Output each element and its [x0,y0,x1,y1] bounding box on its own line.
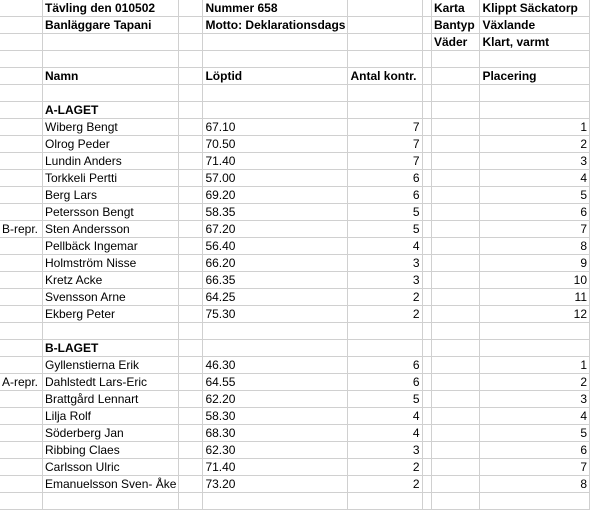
cell[interactable]: Berg Lars [43,187,179,204]
cell[interactable] [422,340,431,357]
cell[interactable] [179,493,203,510]
cell[interactable]: Tävling den 010502 [43,0,179,17]
cell[interactable] [348,102,422,119]
cell[interactable] [422,68,431,85]
cell[interactable]: Antal kontr. [348,68,422,85]
cell[interactable]: Placering [480,68,590,85]
cell[interactable] [179,323,203,340]
cell[interactable] [348,51,422,68]
cell[interactable]: Bantyp [432,17,480,34]
cell[interactable] [43,323,179,340]
cell[interactable] [432,170,480,187]
cell[interactable]: Holmström Nisse [43,255,179,272]
cell[interactable]: 7 [348,119,422,136]
cell[interactable] [422,17,431,34]
cell[interactable]: 70.50 [203,136,348,153]
cell[interactable]: Torkkeli Pertti [43,170,179,187]
cell[interactable] [179,170,203,187]
table-row [0,238,590,255]
cell[interactable]: A-LAGET [43,102,179,119]
cell[interactable] [348,323,422,340]
cell[interactable] [179,357,203,374]
cell[interactable]: 9 [480,255,590,272]
cell[interactable]: 5 [348,204,422,221]
cell[interactable] [0,442,43,459]
cell[interactable]: B-LAGET [43,340,179,357]
cell[interactable] [0,187,43,204]
cell[interactable] [179,34,203,51]
cell[interactable]: Emanuelsson Sven- Åke [43,476,179,493]
cell[interactable] [422,187,431,204]
cell[interactable]: Namn [43,68,179,85]
cell[interactable]: 5 [480,425,590,442]
cell[interactable] [432,221,480,238]
cell[interactable]: 6 [480,204,590,221]
cell[interactable] [179,119,203,136]
cell[interactable] [0,493,43,510]
cell[interactable] [0,459,43,476]
cell[interactable] [422,136,431,153]
cell[interactable] [203,102,348,119]
cell[interactable]: 6 [348,170,422,187]
cell[interactable]: 8 [480,238,590,255]
header-row [0,17,590,34]
cell[interactable]: 6 [348,374,422,391]
cell[interactable]: 66.35 [203,272,348,289]
cell[interactable] [432,187,480,204]
cell[interactable] [179,136,203,153]
cell[interactable] [480,340,590,357]
cell[interactable]: 64.25 [203,289,348,306]
cell[interactable]: Kretz Acke [43,272,179,289]
cell[interactable] [432,340,480,357]
cell[interactable] [422,238,431,255]
cell[interactable] [0,204,43,221]
cell[interactable] [422,221,431,238]
cell[interactable] [203,34,348,51]
cell[interactable]: 58.30 [203,408,348,425]
cell[interactable] [422,85,431,102]
cell[interactable] [0,170,43,187]
cell[interactable] [432,476,480,493]
cell[interactable]: 3 [348,255,422,272]
cell[interactable] [179,221,203,238]
cell[interactable] [203,85,348,102]
cell[interactable]: 71.40 [203,153,348,170]
cell[interactable] [0,85,43,102]
cell[interactable]: Klart, varmt [480,34,590,51]
cell[interactable]: 7 [480,459,590,476]
cell[interactable] [179,425,203,442]
cell[interactable]: 67.10 [203,119,348,136]
cell[interactable]: 67.20 [203,221,348,238]
cell[interactable] [422,102,431,119]
cell[interactable] [179,238,203,255]
cell[interactable]: 1 [480,119,590,136]
cell[interactable] [348,340,422,357]
table-row [0,187,590,204]
table-row [0,442,590,459]
cell[interactable] [179,102,203,119]
cell[interactable] [179,476,203,493]
cell[interactable]: Ribbing Claes [43,442,179,459]
empty-row [0,323,590,340]
cell[interactable]: 69.20 [203,187,348,204]
cell[interactable] [432,442,480,459]
cell[interactable] [422,51,431,68]
cell[interactable] [480,323,590,340]
table-row [0,374,590,391]
cell[interactable] [179,153,203,170]
cell[interactable]: Wiberg Bengt [43,119,179,136]
cell[interactable] [432,102,480,119]
cell[interactable]: 66.20 [203,255,348,272]
cell[interactable] [0,0,43,17]
cell[interactable]: 5 [348,391,422,408]
cell[interactable] [422,255,431,272]
cell[interactable] [480,85,590,102]
cell[interactable] [348,85,422,102]
table-row [0,408,590,425]
cell[interactable] [0,289,43,306]
cell[interactable] [0,255,43,272]
cell[interactable]: 57.00 [203,170,348,187]
cell[interactable] [179,340,203,357]
cell[interactable] [0,408,43,425]
cell[interactable]: B-repr. [0,221,43,238]
cell[interactable]: 58.35 [203,204,348,221]
cell[interactable]: 6 [348,357,422,374]
cell[interactable]: 46.30 [203,357,348,374]
cell[interactable] [432,153,480,170]
table-row [0,255,590,272]
cell[interactable] [480,51,590,68]
cell[interactable] [203,340,348,357]
cell[interactable]: 62.20 [203,391,348,408]
table-row [0,425,590,442]
cell[interactable] [179,68,203,85]
cell[interactable]: 4 [348,238,422,255]
cell[interactable]: 3 [480,391,590,408]
cell[interactable]: Klippt Säckatorp [480,0,590,17]
table-row [0,289,590,306]
table-row [0,272,590,289]
cell[interactable]: 5 [480,187,590,204]
cell[interactable] [422,34,431,51]
cell[interactable] [422,476,431,493]
cell[interactable]: 7 [348,153,422,170]
cell[interactable] [432,51,480,68]
cell[interactable] [422,323,431,340]
cell[interactable]: 7 [348,136,422,153]
cell[interactable]: 5 [348,221,422,238]
cell[interactable] [422,119,431,136]
cell[interactable]: Karta [432,0,480,17]
section-title-row [0,102,590,119]
cell[interactable]: 3 [480,153,590,170]
table-row [0,170,590,187]
cell[interactable] [179,272,203,289]
cell[interactable]: 68.30 [203,425,348,442]
cell[interactable] [0,119,43,136]
cell[interactable] [432,425,480,442]
cell[interactable] [179,408,203,425]
cell[interactable] [432,238,480,255]
cell[interactable] [179,85,203,102]
cell[interactable] [0,323,43,340]
table-row [0,136,590,153]
cell[interactable]: 2 [480,374,590,391]
section-title-row [0,340,590,357]
cell[interactable] [432,306,480,323]
cell[interactable] [432,204,480,221]
cell[interactable]: 4 [348,408,422,425]
table-row [0,221,590,238]
cell[interactable] [348,493,422,510]
cell[interactable]: 62.30 [203,442,348,459]
cell[interactable] [432,119,480,136]
cell[interactable]: Carlsson Ulric [43,459,179,476]
cell[interactable]: Söderberg Jan [43,425,179,442]
cell[interactable]: Sten Andersson [43,221,179,238]
cell[interactable] [480,102,590,119]
cell[interactable]: 75.30 [203,306,348,323]
column-header-row [0,68,590,85]
cell[interactable] [179,204,203,221]
cell[interactable]: Lilja Rolf [43,408,179,425]
cell[interactable] [179,391,203,408]
cell[interactable] [179,187,203,204]
table-row [0,119,590,136]
cell[interactable] [422,374,431,391]
cell[interactable] [203,51,348,68]
cell[interactable] [422,391,431,408]
cell[interactable]: 2 [348,476,422,493]
cell[interactable] [432,357,480,374]
cell[interactable]: Löptid [203,68,348,85]
cell[interactable] [0,17,43,34]
cell[interactable] [0,68,43,85]
empty-row [0,493,590,510]
empty-row [0,85,590,102]
cell[interactable] [432,408,480,425]
cell[interactable] [422,272,431,289]
cell[interactable]: Banläggare Tapani [43,17,179,34]
cell[interactable] [422,408,431,425]
cell[interactable] [432,272,480,289]
cell[interactable]: 1 [480,357,590,374]
cell[interactable]: 7 [480,221,590,238]
cell[interactable] [43,51,179,68]
cell[interactable]: 3 [348,442,422,459]
cell[interactable] [348,34,422,51]
cell[interactable]: 4 [480,408,590,425]
cell[interactable] [422,357,431,374]
header-row [0,0,590,17]
cell[interactable] [422,289,431,306]
cell[interactable]: Svensson Arne [43,289,179,306]
cell[interactable]: Nummer 658 [203,0,348,17]
cell[interactable] [179,442,203,459]
cell[interactable] [432,374,480,391]
cell[interactable] [0,357,43,374]
cell[interactable] [0,425,43,442]
cell[interactable]: Väder [432,34,480,51]
cell[interactable] [0,51,43,68]
table-row [0,204,590,221]
cell[interactable] [0,136,43,153]
cell[interactable]: A-repr. [0,374,43,391]
cell[interactable]: Gyllenstierna Erik [43,357,179,374]
cell[interactable] [432,493,480,510]
cell[interactable] [432,255,480,272]
cell[interactable] [179,306,203,323]
cell[interactable]: 56.40 [203,238,348,255]
cell[interactable] [348,17,422,34]
table-row [0,153,590,170]
table-row [0,391,590,408]
table-row [0,306,590,323]
header-row [0,34,590,51]
cell[interactable] [432,323,480,340]
cell[interactable]: Brattgård Lennart [43,391,179,408]
cell[interactable] [422,170,431,187]
cell[interactable] [179,0,203,17]
cell[interactable]: 2 [480,136,590,153]
cell[interactable]: 6 [480,442,590,459]
cell[interactable]: 64.55 [203,374,348,391]
cell[interactable] [0,340,43,357]
cell[interactable] [43,493,179,510]
cell[interactable] [179,374,203,391]
cell[interactable] [0,306,43,323]
cell[interactable]: 73.20 [203,476,348,493]
cell[interactable] [480,493,590,510]
cell[interactable]: 8 [480,476,590,493]
cell[interactable]: 10 [480,272,590,289]
cell[interactable] [0,102,43,119]
cell[interactable]: 2 [348,289,422,306]
table-row [0,357,590,374]
cell[interactable]: 2 [348,459,422,476]
cell[interactable]: 71.40 [203,459,348,476]
cell[interactable] [422,153,431,170]
cell[interactable] [179,17,203,34]
cell[interactable] [432,289,480,306]
cell[interactable] [0,391,43,408]
cell[interactable] [0,34,43,51]
cell[interactable] [179,289,203,306]
cell[interactable]: 6 [348,187,422,204]
cell[interactable] [422,459,431,476]
cell[interactable] [432,391,480,408]
cell[interactable] [422,306,431,323]
cell[interactable] [203,323,348,340]
cell[interactable]: 12 [480,306,590,323]
cell[interactable] [432,459,480,476]
cell[interactable] [179,51,203,68]
cell[interactable] [179,255,203,272]
cell[interactable]: 2 [348,306,422,323]
cell[interactable]: 3 [348,272,422,289]
table-row [0,476,590,493]
cell[interactable] [432,68,480,85]
cell[interactable] [43,34,179,51]
cell[interactable] [422,493,431,510]
empty-row [0,51,590,68]
cell[interactable]: 4 [348,425,422,442]
cell[interactable] [0,476,43,493]
cell[interactable]: 4 [480,170,590,187]
cell[interactable]: Ekberg Peter [43,306,179,323]
cell[interactable] [0,153,43,170]
cell[interactable]: Olrog Peder [43,136,179,153]
cell[interactable]: 11 [480,289,590,306]
cell[interactable]: Dahlstedt Lars-Eric [43,374,179,391]
cell[interactable] [179,459,203,476]
cell[interactable] [422,425,431,442]
cell[interactable]: Petersson Bengt [43,204,179,221]
table-row [0,459,590,476]
cell[interactable] [0,238,43,255]
cell[interactable] [348,0,422,17]
cell[interactable] [203,493,348,510]
cell[interactable] [422,442,431,459]
cell[interactable] [43,85,179,102]
cell[interactable] [422,204,431,221]
cell[interactable]: Växlande [480,17,590,34]
cell[interactable] [0,272,43,289]
cell[interactable] [432,136,480,153]
cell[interactable] [422,0,431,17]
cell[interactable]: Pellbäck Ingemar [43,238,179,255]
cell[interactable] [432,85,480,102]
cell[interactable]: Motto: Deklarationsdags [203,17,348,34]
cell[interactable]: Lundin Anders [43,153,179,170]
